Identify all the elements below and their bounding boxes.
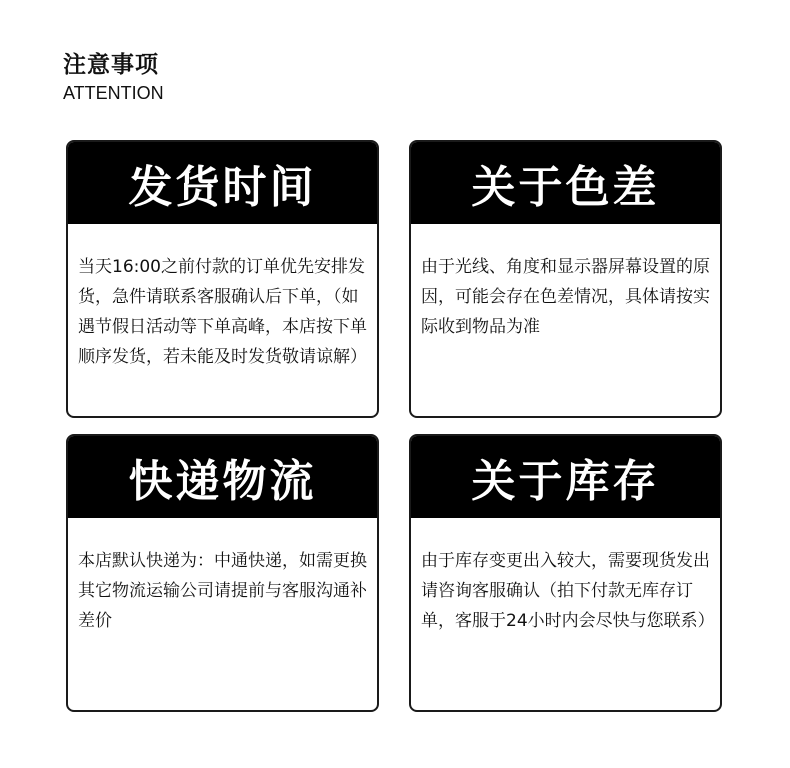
card-title: 关于库存	[411, 436, 720, 518]
card-body-text: 本店默认快递为：中通快递，如需更换其它物流运输公司请提前与客服沟通补差价	[78, 551, 367, 631]
card-inventory	[409, 434, 722, 712]
page-title: 注意事项	[63, 52, 159, 78]
card-title: 快递物流	[68, 436, 377, 518]
card-title: 发货时间	[68, 142, 377, 224]
card-shipping-time	[66, 140, 379, 418]
notice-header	[63, 50, 164, 104]
card-color-difference	[409, 140, 722, 418]
card-title: 关于色差	[411, 142, 720, 224]
card-body-text: 由于光线、角度和显示器屏幕设置的原因，可能会存在色差情况，具体请按实际收到物品为准	[421, 257, 710, 337]
card-express-logistics	[66, 434, 379, 712]
card-body-text: 由于库存变更出入较大，需要现货发出请咨询客服确认（拍下付款无库存订单，客服于24小时内会尽快与您联系）	[421, 551, 715, 631]
page-subtitle: ATTENTION	[63, 83, 164, 103]
card-body-text: 当天16:00之前付款的订单优先安排发货，急件请联系客服确认后下单，（如遇节假日活动等下单高峰，本店按下单顺序发货，若未能及时发货敬请谅解）	[78, 257, 367, 367]
